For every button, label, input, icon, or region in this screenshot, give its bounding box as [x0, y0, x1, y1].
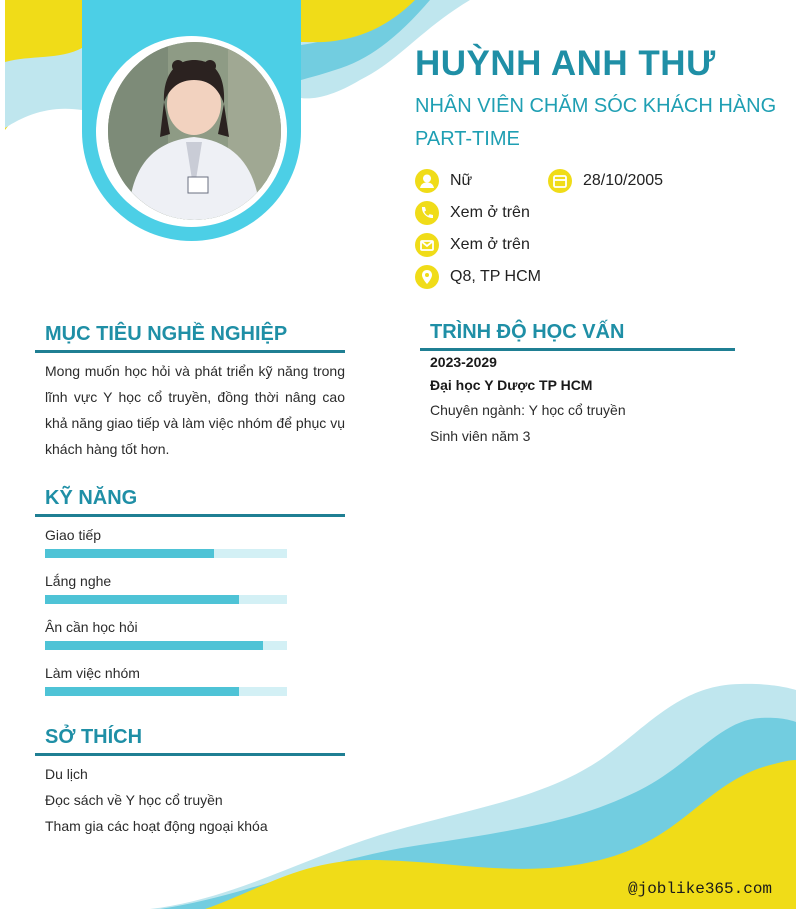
education-divider — [420, 348, 735, 351]
hobbies-title: SỞ THÍCH — [45, 726, 143, 748]
skills-divider — [35, 514, 345, 517]
skill-label: Làm việc nhóm — [45, 665, 140, 681]
watermark: @joblike365.com — [628, 880, 773, 898]
education-title: TRÌNH ĐỘ HỌC VẤN — [430, 321, 625, 343]
skill-label: Lắng nghe — [45, 573, 112, 589]
skill-bar-fill — [45, 549, 214, 558]
location-icon — [415, 265, 439, 289]
info-gender — [415, 169, 472, 193]
skill-label: Ân cần học hỏi — [45, 619, 138, 635]
objective-divider — [35, 350, 345, 353]
mail-icon — [415, 233, 439, 257]
skill-bar-fill — [45, 595, 239, 604]
education-school: Đại học Y Dược TP HCM — [430, 377, 593, 393]
skill-bar-track — [45, 595, 287, 604]
person-name: HUỲNH ANH THƯ — [415, 44, 716, 83]
skills-title: KỸ NĂNG — [45, 487, 138, 509]
info-birthday — [548, 169, 663, 193]
avatar — [108, 42, 281, 220]
phone-value: Xem ở trên — [450, 204, 530, 221]
education-major: Chuyên ngành: Y học cổ truyền — [430, 402, 626, 418]
user-icon — [415, 169, 439, 193]
skill-bar-track — [45, 641, 287, 650]
phone-icon — [415, 201, 439, 225]
education-year: Sinh viên năm 3 — [430, 428, 531, 444]
skill-label: Giao tiếp — [45, 527, 102, 543]
objective-title: MỤC TIÊU NGHỀ NGHIỆP — [45, 323, 288, 345]
gender-value: Nữ — [450, 172, 473, 189]
info-address — [415, 265, 541, 289]
skill-bar-track — [45, 687, 287, 696]
hobby-item: Du lịch — [45, 766, 88, 782]
hobby-item: Đọc sách về Y học cổ truyền — [45, 792, 223, 808]
skill-bar-track — [45, 549, 287, 558]
skill-bar-fill — [45, 687, 239, 696]
avatar-illustration — [108, 42, 281, 220]
address-value: Q8, TP HCM — [450, 268, 541, 285]
hobbies-divider — [35, 753, 345, 756]
hobby-item: Tham gia các hoạt động ngoại khóa — [45, 818, 268, 834]
birthday-value: 28/10/2005 — [583, 172, 664, 189]
objective-text: Mong muốn học hỏi và phát triển kỹ năng trong lĩnh vực Y học cổ truyền, đồng thời nâng cao khả năng giao tiếp và làm việc nhóm để phục vụ khách hàng tốt hơn. — [45, 363, 345, 457]
info-phone — [415, 201, 530, 225]
email-value: Xem ở trên — [450, 236, 530, 253]
info-email — [415, 233, 530, 257]
top-left-blue-wave — [5, 48, 82, 128]
education-period: 2023-2029 — [430, 354, 497, 370]
skill-bar-fill — [45, 641, 263, 650]
job-title: NHÂN VIÊN CHĂM SÓC KHÁCH HÀNG PART-TIME — [415, 95, 777, 150]
calendar-icon — [548, 169, 572, 193]
